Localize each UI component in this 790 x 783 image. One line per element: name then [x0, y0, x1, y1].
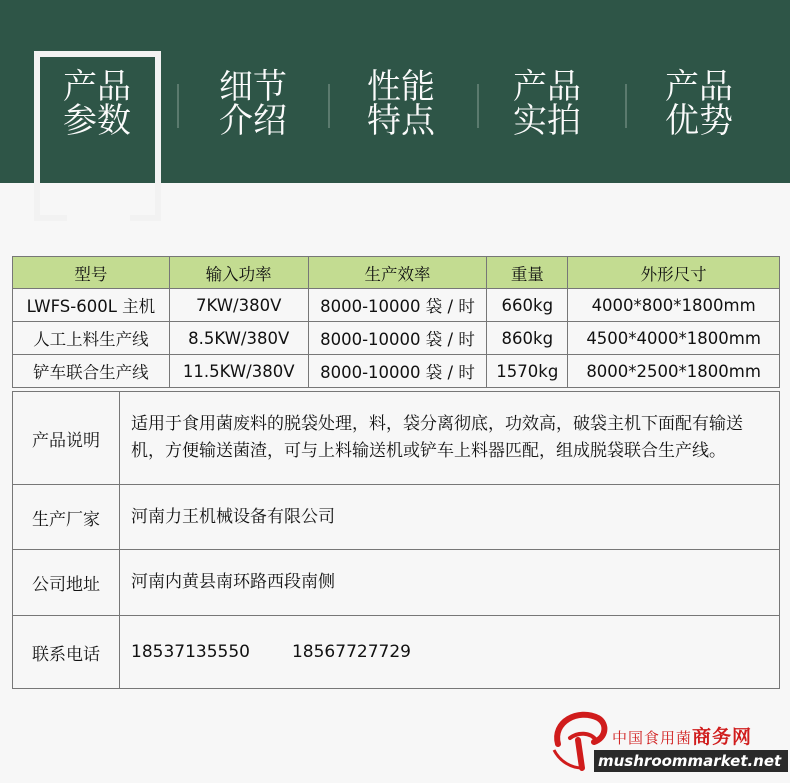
description-text: 适用于食用菌废料的脱袋处理，料，袋分离彻底，功效高，破袋主机下面配有输送机，方便输送菌渣，可与上料输送机或铲车上料器匹配，组成脱袋联合生产线。: [120, 392, 780, 485]
tab-label-line2: 特点: [367, 101, 435, 141]
tab-label-line2: 实拍: [513, 101, 581, 141]
col-header-dimensions: 外形尺寸: [568, 257, 780, 289]
cell-power: 8.5KW/380V: [169, 322, 308, 355]
cell-efficiency: 8000-10000 袋 / 时: [308, 355, 487, 388]
cell-dimensions: 8000*2500*1800mm: [568, 355, 780, 388]
cell-efficiency: 8000-10000 袋 / 时: [308, 289, 487, 322]
table-row: [13, 355, 780, 388]
description-label: 产品说明: [13, 392, 120, 485]
cell-model: 铲车联合生产线: [13, 355, 170, 388]
spec-header-row: [13, 257, 780, 289]
tab-detail-intro[interactable]: [198, 67, 308, 141]
nav-divider: [177, 84, 179, 128]
col-header-model: 型号: [13, 257, 170, 289]
nav-divider: [328, 84, 330, 128]
cell-model: LWFS-600L 主机: [13, 289, 170, 322]
cell-weight: 1570kg: [487, 355, 568, 388]
section-nav: [0, 67, 790, 150]
phone-values: [120, 616, 780, 689]
cell-power: 7KW/380V: [169, 289, 308, 322]
tab-product-advantages[interactable]: [644, 67, 754, 141]
tab-label-line2: 介绍: [219, 101, 287, 141]
tab-label-line2: 优势: [665, 101, 733, 141]
site-watermark-logo: [548, 704, 788, 780]
nav-divider: [625, 84, 627, 128]
spec-table: [12, 256, 780, 388]
info-row-address: [13, 550, 780, 616]
tab-performance[interactable]: [346, 67, 456, 141]
cell-dimensions: 4000*800*1800mm: [568, 289, 780, 322]
info-row-phone: [13, 616, 780, 689]
cell-efficiency: 8000-10000 袋 / 时: [308, 322, 487, 355]
tab-label-line2: 参数: [63, 101, 131, 141]
info-row-manufacturer: [13, 485, 780, 550]
tab-label-line1: 产品: [665, 67, 733, 107]
col-header-power: 输入功率: [169, 257, 308, 289]
tab-label-line1: 产品: [513, 67, 581, 107]
watermark-cn-small: 中国食用菌: [612, 729, 693, 747]
tab-label-line1: 产品: [63, 67, 131, 107]
manufacturer-value: 河南力王机械设备有限公司: [120, 485, 780, 550]
watermark-cn: [612, 722, 752, 749]
info-table: [12, 391, 780, 689]
phone-number-1[interactable]: 18537135550: [131, 641, 250, 662]
tab-label-line1: 性能: [367, 67, 435, 107]
address-label: 公司地址: [13, 550, 120, 616]
manufacturer-label: 生产厂家: [13, 485, 120, 550]
table-row: [13, 289, 780, 322]
nav-divider: [477, 84, 479, 128]
table-row: [13, 322, 780, 355]
cell-model: 人工上料生产线: [13, 322, 170, 355]
bracket-gap: [67, 214, 130, 222]
cell-dimensions: 4500*4000*1800mm: [568, 322, 780, 355]
phone-number-2[interactable]: 18567727729: [291, 641, 411, 662]
info-row-description: [13, 392, 780, 485]
tab-product-params[interactable]: [42, 67, 152, 141]
address-value: 河南内黄县南环路西段南侧: [120, 550, 780, 616]
tab-label-line1: 细节: [219, 67, 287, 107]
watermark-en: mushroommarket.net: [594, 750, 788, 772]
cell-weight: 860kg: [487, 322, 568, 355]
col-header-efficiency: 生产效率: [308, 257, 487, 289]
tab-product-photos[interactable]: [492, 67, 602, 141]
col-header-weight: 重量: [487, 257, 568, 289]
watermark-cn-big: 商务网: [692, 726, 753, 748]
cell-power: 11.5KW/380V: [169, 355, 308, 388]
cell-weight: 660kg: [487, 289, 568, 322]
phone-label: 联系电话: [13, 616, 120, 689]
